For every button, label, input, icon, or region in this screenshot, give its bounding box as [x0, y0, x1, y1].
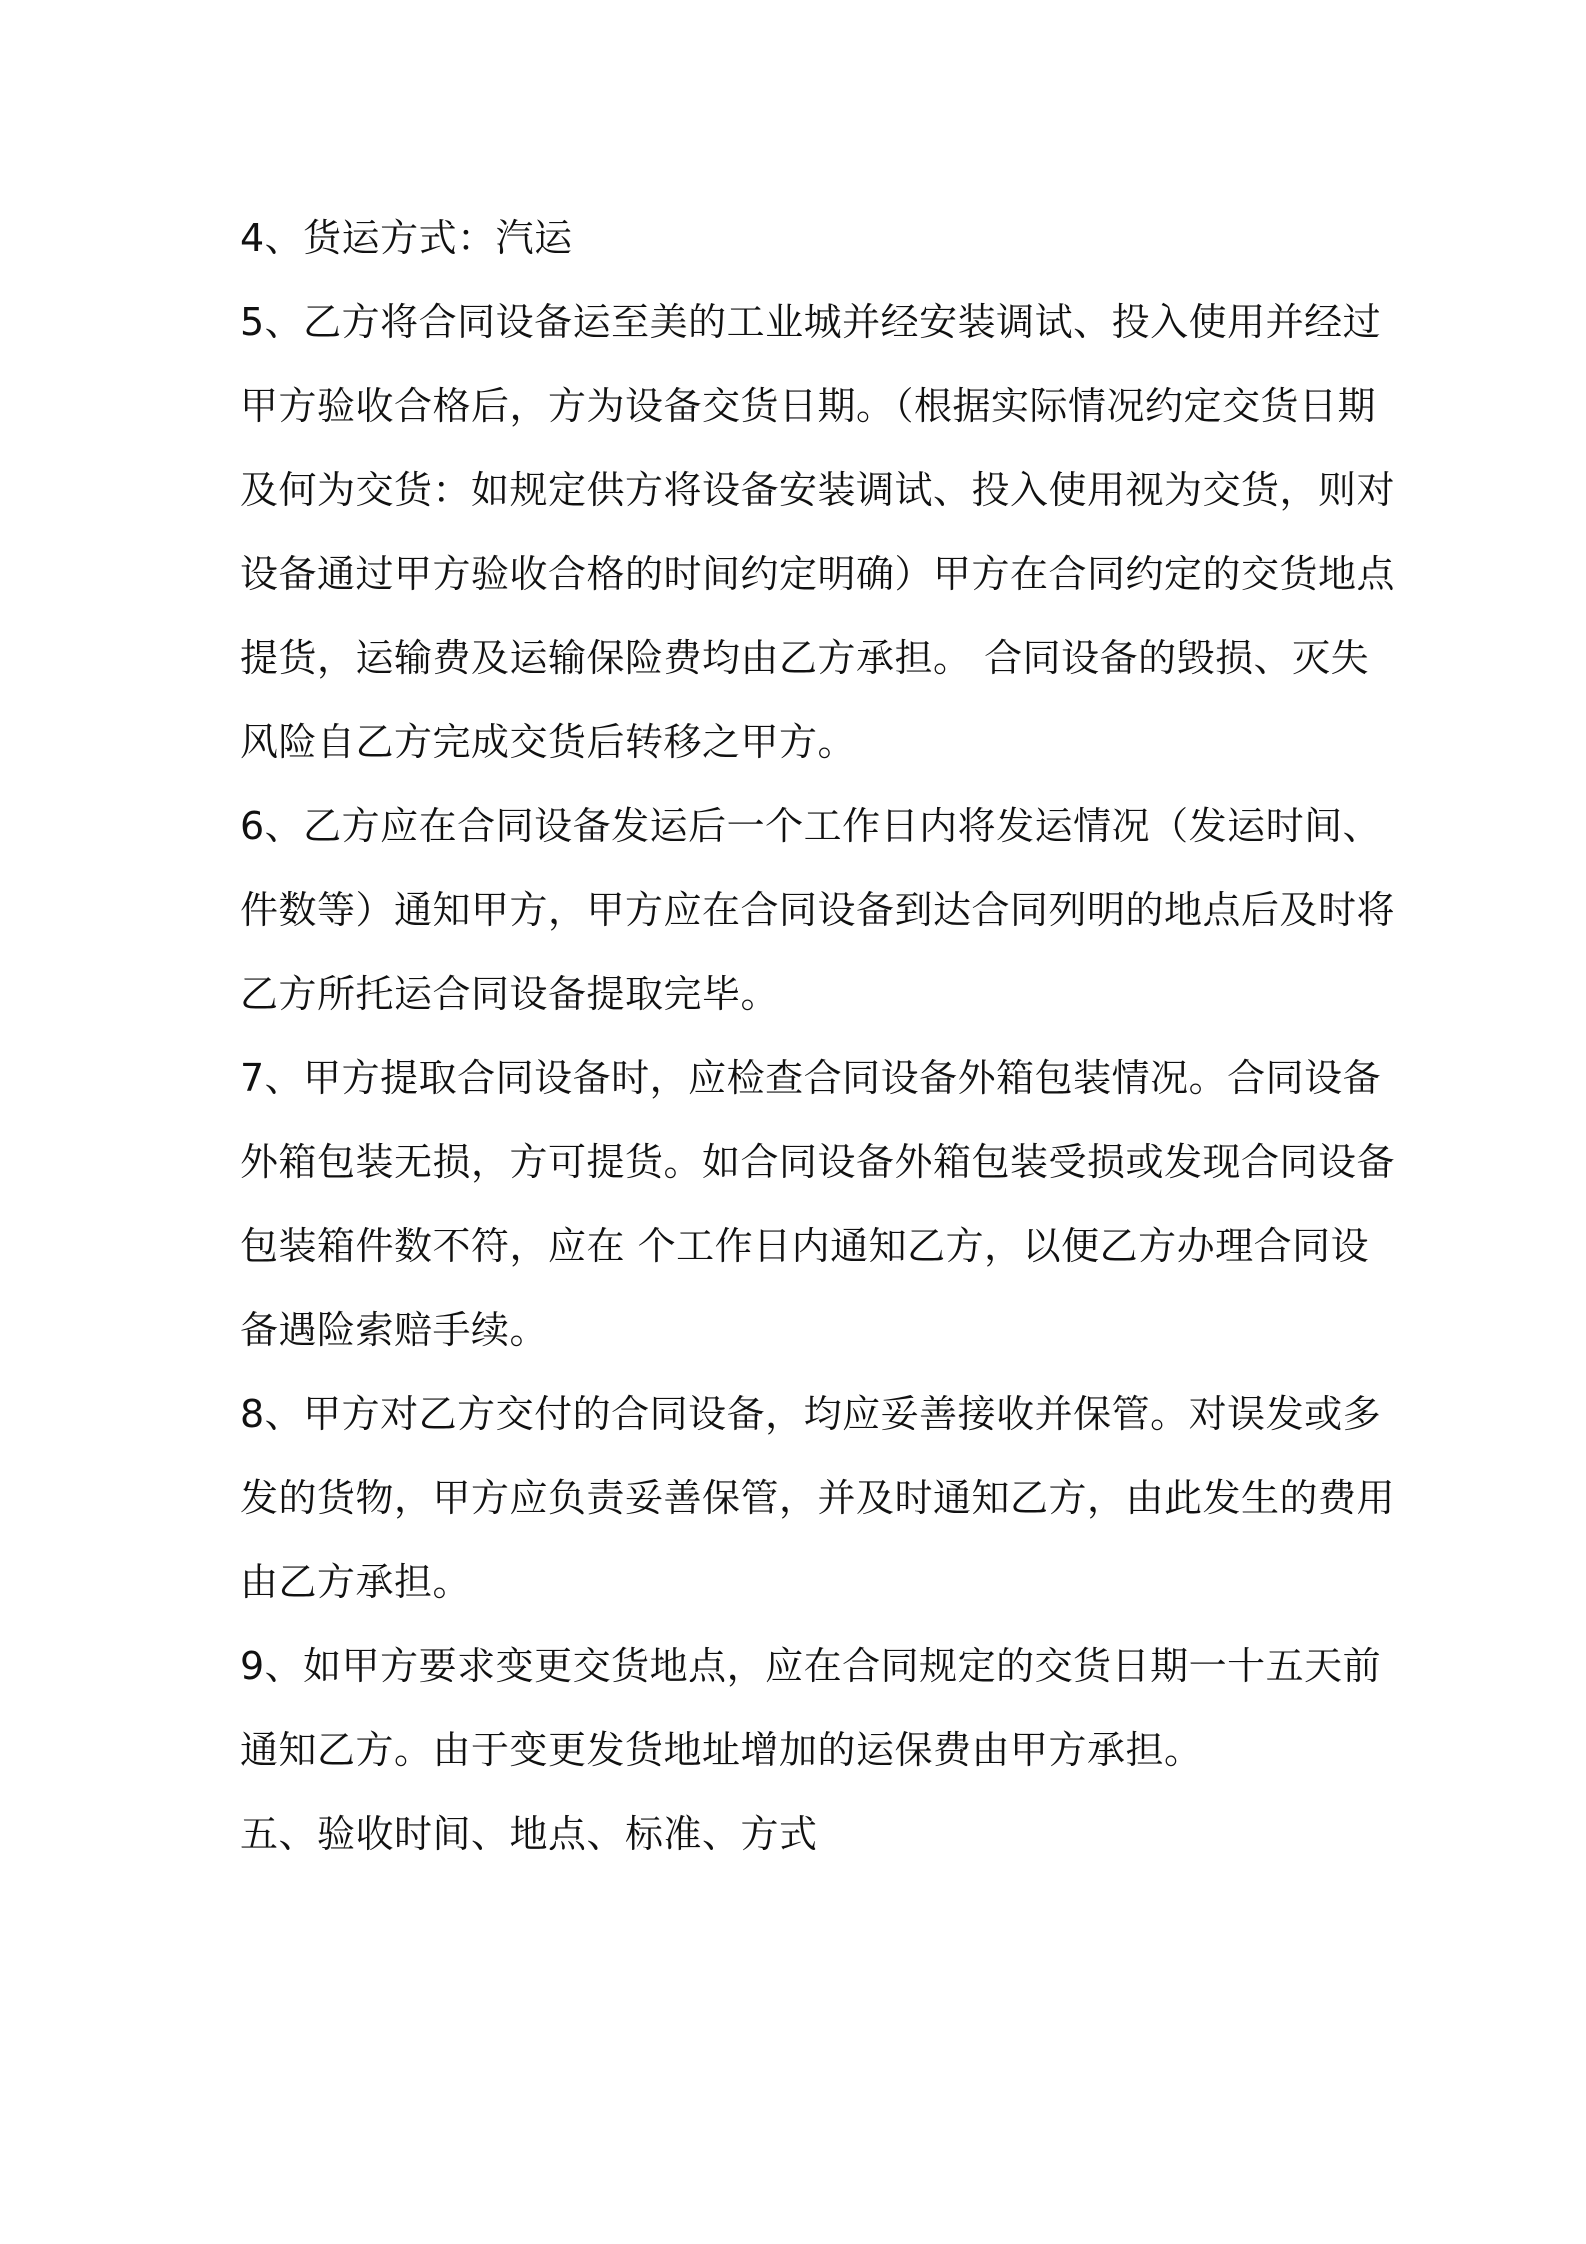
clause-4-line-1: 4、货运方式：汽运 — [240, 216, 573, 260]
clause-7-line-3: 包装箱件数不符，应在 个工作日内通知乙方，以便乙方办理合同设 — [240, 1224, 1370, 1268]
clause-5-line-6: 风险自乙方完成交货后转移之甲方。 — [240, 720, 857, 764]
clause-6-line-2: 件数等）通知甲方，甲方应在合同设备到达合同列明的地点后及时将 — [240, 888, 1396, 932]
clause-5-line-4: 设备通过甲方验收合格的时间约定明确）甲方在合同约定的交货地点 — [240, 552, 1396, 596]
section-5-heading: 五、验收时间、地点、标准、方式 — [240, 1812, 818, 1856]
clause-6-line-1: 6、乙方应在合同设备发运后一个工作日内将发运情况（发运时间、 — [240, 804, 1382, 848]
clause-5-line-1: 5、乙方将合同设备运至美的工业城并经安装调试、投入使用并经过 — [240, 300, 1382, 344]
clause-6-line-3: 乙方所托运合同设备提取完毕。 — [240, 972, 780, 1016]
clause-7-line-2: 外箱包装无损，方可提货。如合同设备外箱包装受损或发现合同设备 — [240, 1140, 1396, 1184]
clause-9-line-2: 通知乙方。由于变更发货地址增加的运保费由甲方承担。 — [240, 1728, 1203, 1772]
clause-8-line-1: 8、甲方对乙方交付的合同设备，均应妥善接收并保管。对误发或多 — [240, 1392, 1382, 1436]
clause-8-line-2: 发的货物，甲方应负责妥善保管，并及时通知乙方，由此发生的费用 — [240, 1476, 1396, 1520]
clause-5-line-5: 提货，运输费及运输保险费均由乙方承担。 合同设备的毁损、灭失 — [240, 636, 1370, 680]
clause-7-line-4: 备遇险索赔手续。 — [240, 1308, 549, 1352]
clause-5-line-2: 甲方验收合格后，方为设备交货日期。（根据实际情况约定交货日期 — [240, 384, 1377, 428]
clause-5-line-3: 及何为交货：如规定供方将设备安装调试、投入使用视为交货，则对 — [240, 468, 1396, 512]
clause-7-line-1: 7、甲方提取合同设备时，应检查合同设备外箱包装情况。合同设备 — [240, 1056, 1382, 1100]
clause-8-line-3: 由乙方承担。 — [240, 1560, 472, 1604]
clause-9-line-1: 9、如甲方要求变更交货地点，应在合同规定的交货日期一十五天前 — [240, 1644, 1382, 1688]
document-page — [240, 196, 1396, 1876]
